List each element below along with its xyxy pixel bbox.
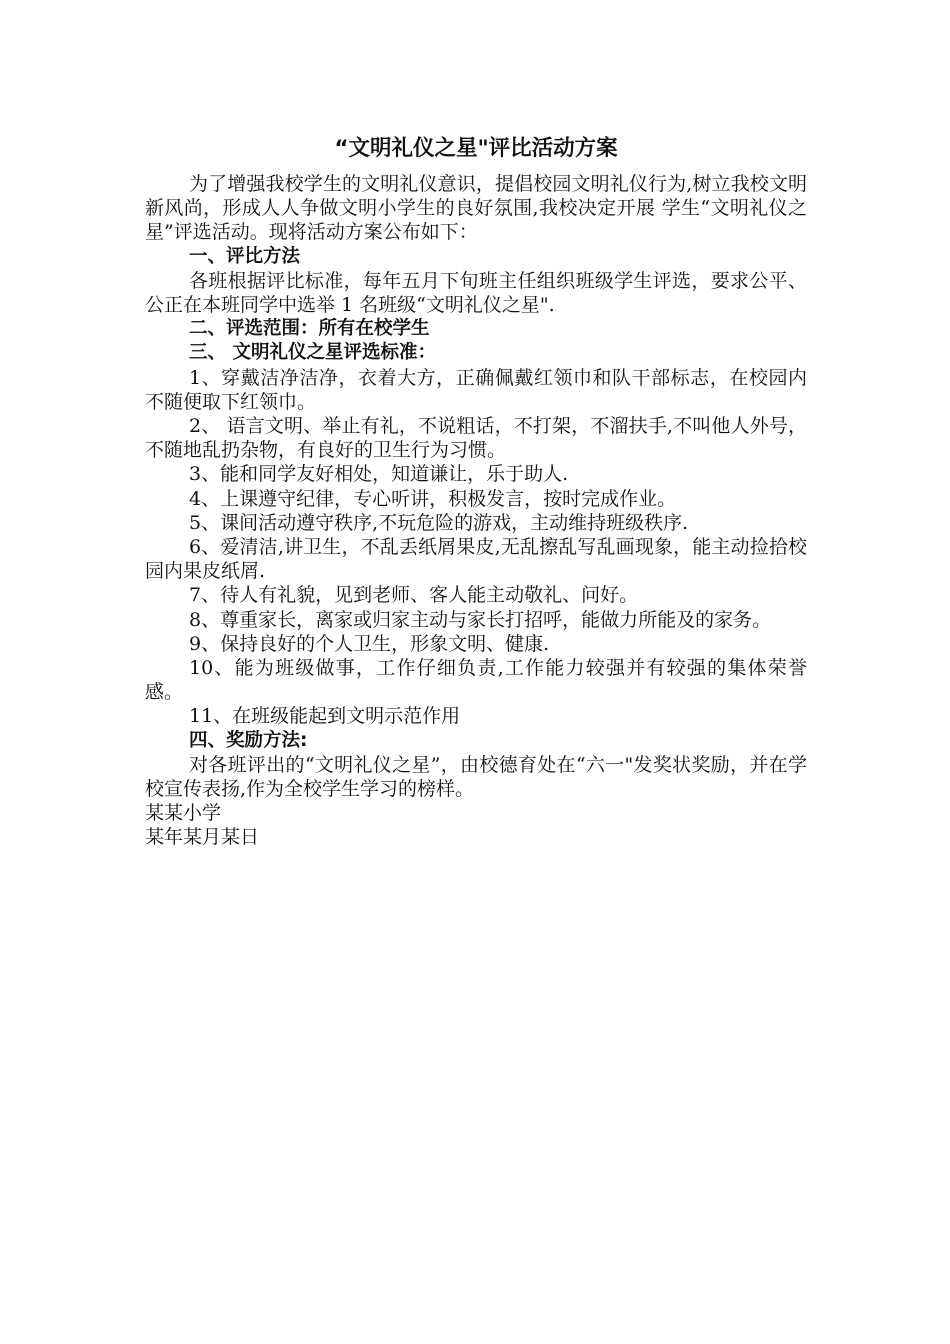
rewards-paragraph: 对各班评出的“文明礼仪之星”，由校德育处在“六一"发奖状奖励，并在学校宣传表扬,作为全校学生学习的榜样。 bbox=[145, 753, 807, 801]
section-heading-evaluation-method: 一、评比方法 bbox=[189, 245, 301, 267]
document-title: “文明礼仪之星"评比活动方案 bbox=[334, 136, 618, 161]
criteria-item: 1、穿戴洁净洁净，衣着大方，正确佩戴红领巾和队干部标志，在校园内不随便取下红领巾。 bbox=[145, 366, 807, 413]
section-heading-rewards: 四、奖励方法: bbox=[189, 729, 308, 751]
document-page bbox=[145, 132, 807, 850]
section-heading-scope: 二、评选范围：所有在校学生 bbox=[189, 318, 430, 340]
intro-paragraph: 为了增强我校学生的文明礼仪意识，提倡校园文明礼仪行为,树立我校文明新风尚，形成人人争做文明小学生的良好氛围,我校决定开展 学生“文明礼仪之星”评选活动。现将活动方案公布如下： bbox=[145, 173, 807, 244]
evaluation-method-paragraph: 各班根据评比标准，每年五月下旬班主任组织班级学生评选，要求公平、公正在本班同学中选举 1 名班级“文明礼仪之星". bbox=[145, 269, 807, 317]
criteria-item: 8、尊重家长，离家或归家主动与家长打招呼，能做力所能及的家务。 bbox=[189, 608, 772, 631]
criteria-item: 9、保持良好的个人卫生，形象文明、健康. bbox=[189, 632, 550, 655]
criteria-item: 2、 语言文明、举止有礼，不说粗话，不打架，不溜扶手,不叫他人外号，不随地乱扔杂物，有良好的卫生行为习惯。 bbox=[145, 415, 807, 462]
criteria-item: 7、待人有礼貌，见到老师、客人能主动敬礼、问好。 bbox=[189, 584, 639, 607]
criteria-item: 11、在班级能起到文明示范作用 bbox=[189, 705, 461, 728]
criteria-item: 4、上课遵守纪律，专心听讲，积极发言，按时完成作业。 bbox=[189, 487, 677, 510]
criteria-item: 10、能为班级做事，工作仔细负责,工作能力较强并有较强的集体荣誉感。 bbox=[145, 657, 807, 704]
criteria-item: 3、能和同学友好相处，知道谦让，乐于助人. bbox=[189, 463, 569, 486]
criteria-item: 5、课间活动遵守秩序,不玩危险的游戏，主动维持班级秩序. bbox=[189, 511, 689, 534]
section-heading-criteria: 三、 文明礼仪之星评选标准： bbox=[189, 342, 436, 364]
criteria-item: 6、爱清洁,讲卫生，不乱丢纸屑果皮,无乱擦乱写乱画现象，能主动捡拾校园内果皮纸屑. bbox=[145, 536, 807, 583]
signature-date: 某年某月某日 bbox=[145, 826, 260, 849]
signature-school: 某某小学 bbox=[145, 802, 222, 825]
